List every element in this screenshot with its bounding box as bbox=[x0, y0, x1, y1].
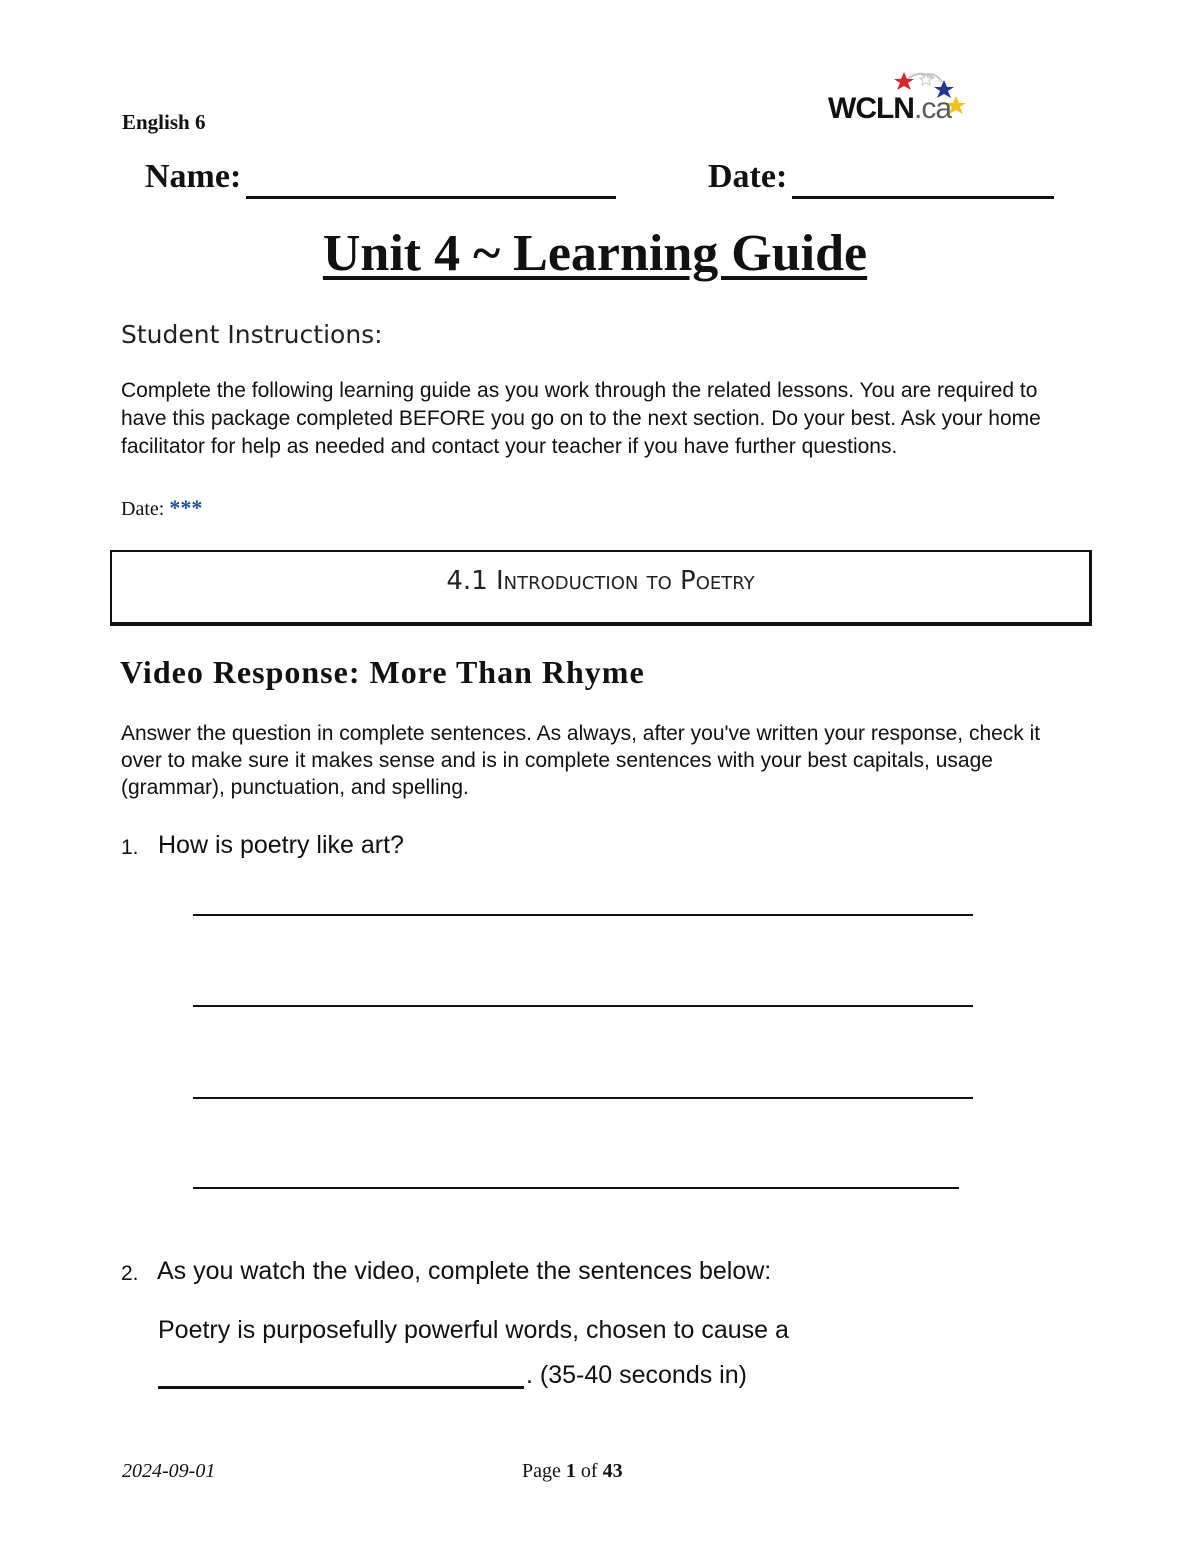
page-title: Unit 4 ~ Learning Guide bbox=[322, 225, 868, 282]
wcln-logo bbox=[826, 68, 976, 130]
answer-line[interactable] bbox=[193, 1187, 959, 1189]
video-response-heading: Video Response: More Than Rhyme bbox=[120, 654, 645, 690]
instructions-date bbox=[121, 495, 202, 521]
page-of: of bbox=[580, 1460, 598, 1482]
logo-text bbox=[828, 92, 951, 126]
fill-in-tail: . (35-40 seconds in) bbox=[526, 1361, 747, 1389]
page-number bbox=[522, 1460, 623, 1483]
instructions-date-value: *** bbox=[169, 495, 203, 520]
question-1-number: 1. bbox=[121, 836, 139, 859]
question-2-number: 2. bbox=[121, 1262, 139, 1285]
date-label: Date: bbox=[708, 158, 788, 195]
answer-line[interactable] bbox=[193, 1097, 973, 1099]
section-title: 4.1 Introduction to Poetry bbox=[446, 566, 755, 596]
instructions-body: Complete the following learning guide as you work through the related lessons. You are required to have this package completed BEFORE you go on to the next section. Do your best. Ask your home facilitator for help as needed and contact your teacher if you have further questions. bbox=[121, 379, 1041, 458]
video-response-instructions: Answer the question in complete sentences. As always, after you've written your response, check it over to make sure it makes sense and is in complete sentences with your best capitals, usage (grammar), punctuation, and spelling. bbox=[121, 722, 1041, 799]
page-label: Page bbox=[522, 1460, 561, 1482]
logo-name: WCLN bbox=[828, 92, 914, 125]
instructions-heading: Student Instructions: bbox=[121, 320, 383, 349]
fill-in-sentence: Poetry is purposefully powerful words, chosen to cause a bbox=[158, 1316, 789, 1344]
date-field[interactable] bbox=[792, 196, 1054, 199]
logo-suffix: .ca bbox=[913, 92, 952, 125]
answer-line[interactable] bbox=[193, 1005, 973, 1007]
question-2-text: As you watch the video, complete the sentences below: bbox=[157, 1257, 772, 1285]
course-name: English 6 bbox=[122, 110, 206, 134]
question-1-text: How is poetry like art? bbox=[158, 831, 404, 859]
instructions-date-label: Date: bbox=[121, 498, 165, 520]
name-field[interactable] bbox=[246, 196, 616, 199]
footer-date: 2024-09-01 bbox=[122, 1460, 216, 1482]
answer-line[interactable] bbox=[193, 914, 973, 916]
section-header-box bbox=[110, 550, 1092, 626]
name-label: Name: bbox=[145, 158, 242, 195]
fill-in-blank[interactable] bbox=[158, 1386, 524, 1389]
page-total: 43 bbox=[602, 1460, 623, 1482]
page-current: 1 bbox=[565, 1460, 576, 1482]
